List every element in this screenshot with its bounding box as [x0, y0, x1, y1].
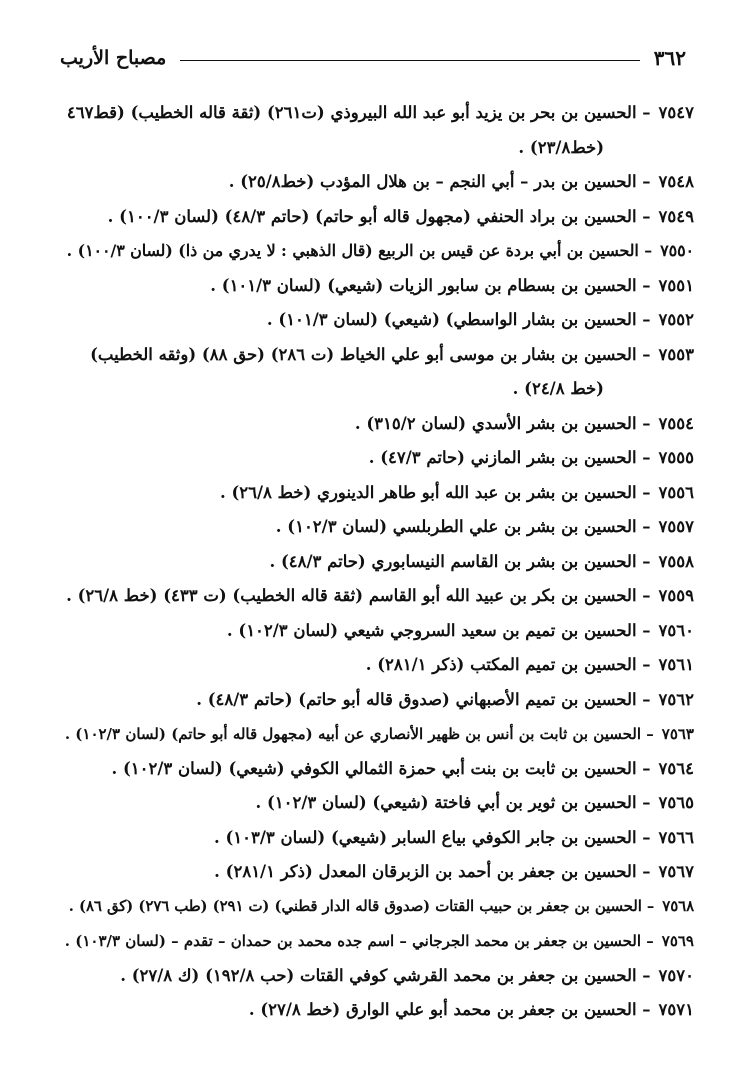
- entry-number: ٧٥٧١: [658, 1000, 694, 1019]
- entry-text: – الحسين بن بشر بن عبد الله أبو طاهر الدينوري (خط ٢٦/٨) .: [219, 482, 651, 502]
- entry-7548: [60, 165, 694, 200]
- entry-number: ٧٥٦٨: [662, 897, 694, 915]
- entry-text: – الحسين بن ثوير بن أبي فاختة (شيعي) (لسان ١٠٢/٣) .: [255, 793, 651, 812]
- entry-7557: [60, 510, 694, 545]
- entry-7555: [60, 441, 694, 476]
- entry-text: – الحسين بن براد الحنفي (مجهول قاله أبو حاتم) (حاتم ٤٨/٣) (لسان ١٠٠/٣) .: [107, 206, 651, 226]
- entry-7562: [60, 683, 694, 718]
- entry-text: – الحسين بن تميم المكتب (ذكر ٢٨١/١) .: [365, 655, 651, 674]
- entry-7569: [60, 924, 694, 959]
- entry-7561: [60, 648, 694, 683]
- entry-number: ٧٥٦٣: [661, 725, 694, 743]
- entry-list: [60, 96, 694, 1028]
- entry-text: – الحسين بن بسطام بن سابور الزيات (شيعي) (لسان ١٠١/٣) .: [210, 275, 651, 295]
- entry-number: ٧٥٥٩: [658, 586, 694, 605]
- entry-text: – الحسين بن بشر بن القاسم النيسابوري (حاتم ٤٨/٣) .: [269, 551, 651, 571]
- entry-number: ٧٥٥١: [658, 275, 694, 295]
- entry-7566: [60, 821, 694, 856]
- entry-text: – الحسين بن جعفر بن محمد الجرجاني – اسم جده محمد بن حمدان – تقدم – (لسان ١٠٣/٣) .: [64, 932, 654, 950]
- entry-text: – الحسين بن بشر الأسدي (لسان ٣١٥/٢) .: [354, 413, 651, 433]
- entry-text: – الحسين بن جعفر بن حبيب القتات (صدوق قاله الدار قطني) (ت ٢٩١) (طب ٢٧٦) (كق ٨٦) .: [68, 897, 655, 915]
- entry-number: ٧٥٥٢: [658, 310, 694, 329]
- entry-number: ٧٥٦٥: [658, 793, 694, 812]
- entry-7554: [60, 407, 694, 442]
- entry-text: – الحسين بن ثابت بن أنس بن ظهير الأنصاري عن أبيه (مجهول قاله أبو حاتم) (لسان ١٠٢/٣) .: [64, 725, 654, 743]
- entry-7553-continuation: (خط ٢٤/٨) .: [512, 379, 604, 398]
- entry-number: ٧٥٥٥: [658, 448, 694, 467]
- entry-text: – الحسين بن بكر بن عبيد الله أبو القاسم (ثقة قاله الخطيب) (ت ٤٣٣) (خط ٢٦/٨) .: [66, 586, 651, 605]
- entry-text: – الحسين بن جعفر بن أحمد بن الزبرقان المعدل (ذكر ٢٨١/١) .: [214, 862, 651, 881]
- entry-text: – الحسين بن جابر الكوفي بياع السابر (شيعي) (لسان ١٠٣/٣) .: [214, 827, 651, 847]
- entry-text: – الحسين بن جعفر بن محمد القرشي كوفي القتات (حب ١٩٢/٨) (ك ٢٧/٨) .: [120, 965, 651, 985]
- entry-text: – الحسين بن جعفر بن محمد أبو علي الوارق (خط ٢٧/٨) .: [248, 1000, 651, 1019]
- entry-number: ٧٥٦٩: [661, 932, 694, 950]
- entry-7550: [60, 234, 694, 269]
- entry-7547-continuation: (خط٢٣/٨) .: [518, 137, 604, 157]
- entry-number: ٧٥٥٣: [658, 344, 694, 364]
- entry-text: – الحسين بن تميم الأصبهاني (صدوق قاله أبو حاتم) (حاتم ٤٨/٣) .: [196, 689, 651, 709]
- entry-7567: [60, 855, 694, 890]
- entry-number: ٧٥٥٠: [660, 241, 694, 260]
- entry-text: – الحسين بن بحر بن يزيد أبو عبد الله البيروذي (ت٢٦١) (ثقة قاله الخطيب) (قط٤٦٧: [66, 103, 651, 122]
- entry-number: ٧٥٥٦: [658, 482, 694, 502]
- running-title: مصباح الأريب: [60, 47, 167, 69]
- entry-7551: [60, 269, 694, 304]
- entry-7571: [60, 993, 694, 1028]
- entry-number: ٧٥٧٠: [658, 965, 694, 985]
- entry-text: – الحسين بن بشار بن موسى أبو علي الخياط (ت ٢٨٦) (حق ٨٨) (وثقه الخطيب): [90, 344, 651, 364]
- entry-number: ٧٥٤٧: [658, 103, 694, 122]
- entry-7556: [60, 476, 694, 511]
- entry-7552: [60, 303, 694, 338]
- entry-7565: [60, 786, 694, 821]
- entry-7558: [60, 545, 694, 580]
- entry-number: ٧٥٦٠: [658, 620, 694, 640]
- entry-number: ٧٥٤٩: [658, 206, 694, 226]
- page-number: ٣٦٢: [653, 46, 686, 70]
- entry-text: – الحسين بن بشار الواسطي) (شيعي) (لسان ١٠١/٣) .: [266, 310, 651, 329]
- entry-7560: [60, 614, 694, 649]
- entry-7564: [60, 752, 694, 787]
- entry-number: ٧٥٥٧: [658, 517, 694, 536]
- header-rule: [180, 60, 639, 61]
- entry-7559: [60, 579, 694, 614]
- entry-7563: [60, 717, 694, 752]
- entry-7549: [60, 200, 694, 235]
- entry-number: ٧٥٦٧: [658, 862, 694, 881]
- entry-text: – الحسين بن بشر المازني (حاتم ٤٧/٣) .: [368, 448, 651, 467]
- entry-number: ٧٥٥٨: [658, 551, 694, 571]
- entry-number: ٧٥٤٨: [658, 172, 694, 191]
- entry-number: ٧٥٦٤: [658, 758, 694, 778]
- entry-7570: [60, 959, 694, 994]
- entry-text: – الحسين بن ثابت بن بنت أبي حمزة الثمالي الكوفي (شيعي) (لسان ١٠٢/٣) .: [111, 758, 651, 778]
- entry-number: ٧٥٦٢: [658, 689, 694, 709]
- entry-number: ٧٥٦١: [658, 655, 694, 674]
- entry-text: – الحسين بن بدر – أبي النجم – بن هلال المؤدب (خط٢٥/٨) .: [228, 172, 651, 191]
- entry-7568: [60, 890, 694, 925]
- entry-text: – الحسين بن بشر بن علي الطربلسي (لسان ١٠٢/٣) .: [275, 517, 651, 536]
- entry-number: ٧٥٥٤: [658, 413, 694, 433]
- entry-text: – الحسين بن أبي بردة عن قيس بن الربيع (قال الذهبي : لا يدري من ذا) (لسان ١٠٠/٣) .: [66, 241, 653, 260]
- entry-text: – الحسين بن تميم بن سعيد السروجي شيعي (لسان ١٠٢/٣) .: [226, 620, 651, 640]
- page-header: [60, 40, 686, 76]
- entry-number: ٧٥٦٦: [658, 827, 694, 847]
- entry-7553: [60, 338, 694, 373]
- entry-7547: [60, 96, 694, 131]
